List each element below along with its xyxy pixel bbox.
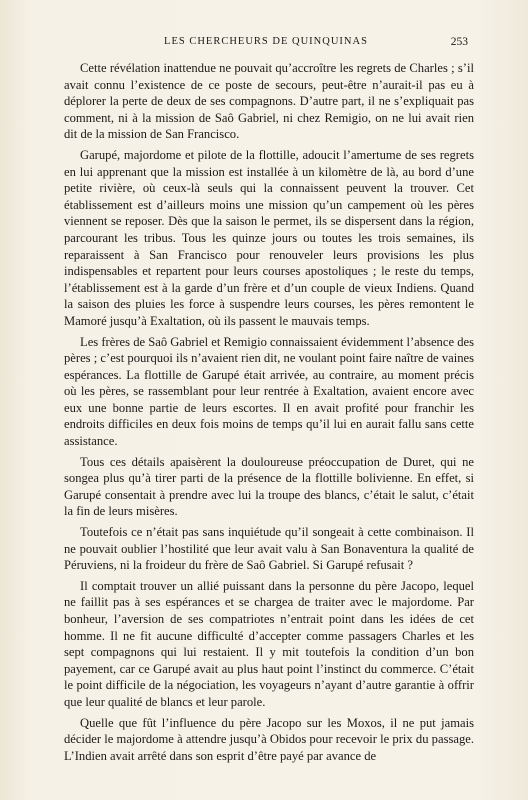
running-title: LES CHERCHEURS DE QUINQUINAS <box>164 36 368 47</box>
body-text <box>64 60 474 768</box>
paragraph: Quelle que fût l’influence du père Jacopo sur les Moxos, il ne put jamais décider le majordome à attendre jusqu’à Obidos pour recevoir le prix du passage. L’Indien avait arrêté dans son esprit d’être payé par avance de <box>64 715 474 763</box>
page-header <box>64 36 468 52</box>
paragraph: Il comptait trouver un allié puissant dans la personne du père Jacopo, lequel ne faillit pas à ses espérances et se chargea de traiter avec le majordome. Par bonheur, l’aversion de ses compatriotes n’entrait point dans les idées de cet homme. Il ne fit aucune difficulté d’accepter comme passagers Charles et les sept compagnons qui lui restaient. Il y mit toutefois la condition d’un bon payement, car ce Garupé avait au plus haut point l’instinct du commerce. C’était le point difficile de la négociation, les voyageurs n’ayant d’autre garantie à offrir que leur qualité de blancs et leur parole. <box>64 578 474 709</box>
paragraph: Garupé, majordome et pilote de la flottille, adoucit l’amertume de ses regrets en lui apprenant que la mission est installée à un kilomètre de là, au bord d’une petite rivière, où ceux-là seuls qui la connaissent peuvent la trouver. Cet établissement est d’ailleurs moins une mission qu’un campement où les pères viennent se reposer. Dès que la saison le permet, ils se dispersent dans la région, parcourant les tribus. Tous les quinze jours ou toutes les trois semaines, ils reparaissent à San Francisco pour renouveler leurs provisions les plus indispensables et repartent pour leurs courses apostoliques ; le reste du temps, l’établissement est à la garde d’un frère et d’un couple de vieux Indiens. Quand la saison des pluies les force à suspendre leurs courses, les pères remontent le Mamoré jusqu’à Exaltation, où ils passent le mauvais temps. <box>64 147 474 328</box>
paragraph: Les frères de Saô Gabriel et Remigio connaissaient évidemment l’absence des pères ; c’est pourquoi ils n’avaient rien dit, ne voulant point faire naître de vaines espérances. La flottille de Garupé était arrivée, au contraire, au moment précis où les pères, se rassemblant pour leur rentrée à Exaltation, avaient encore avec eux une bonne partie de leurs escortes. Il en avait profité pour franchir les endroits difficiles en deux fois moins de temps qu’il lui en aurait fallu sans cette assistance. <box>64 334 474 449</box>
paragraph: Tous ces détails apaisèrent la douloureuse préoccupation de Duret, qui ne songea plus qu’à tirer parti de la présence de la flottille bolivienne. En effet, si Garupé consentait à prendre avec lui la troupe des blancs, c’était le salut, c’était la fin de leurs misères. <box>64 454 474 519</box>
paragraph: Toutefois ce n’était pas sans inquiétude qu’il songeait à cette combinaison. Il ne pouvait oublier l’hostilité que leur avait valu à San Bonaventura la qualité de Péruviens, ni la froideur du frère de Saô Gabriel. Si Garupé refusait ? <box>64 525 474 573</box>
page-number: 253 <box>450 36 468 48</box>
paragraph: Cette révélation inattendue ne pouvait qu’accroître les regrets de Charles ; s’il avait connu l’existence de ce poste de secours, peut-être n’aurait-il pas eu à déplorer la perte de deux de ses compagnons. D’autre part, il ne s’expliquait pas comment, ni à la mission de Saô Gabriel, ni chez Remigio, on ne lui avait rien dit de la mission de San Francisco. <box>64 61 474 142</box>
